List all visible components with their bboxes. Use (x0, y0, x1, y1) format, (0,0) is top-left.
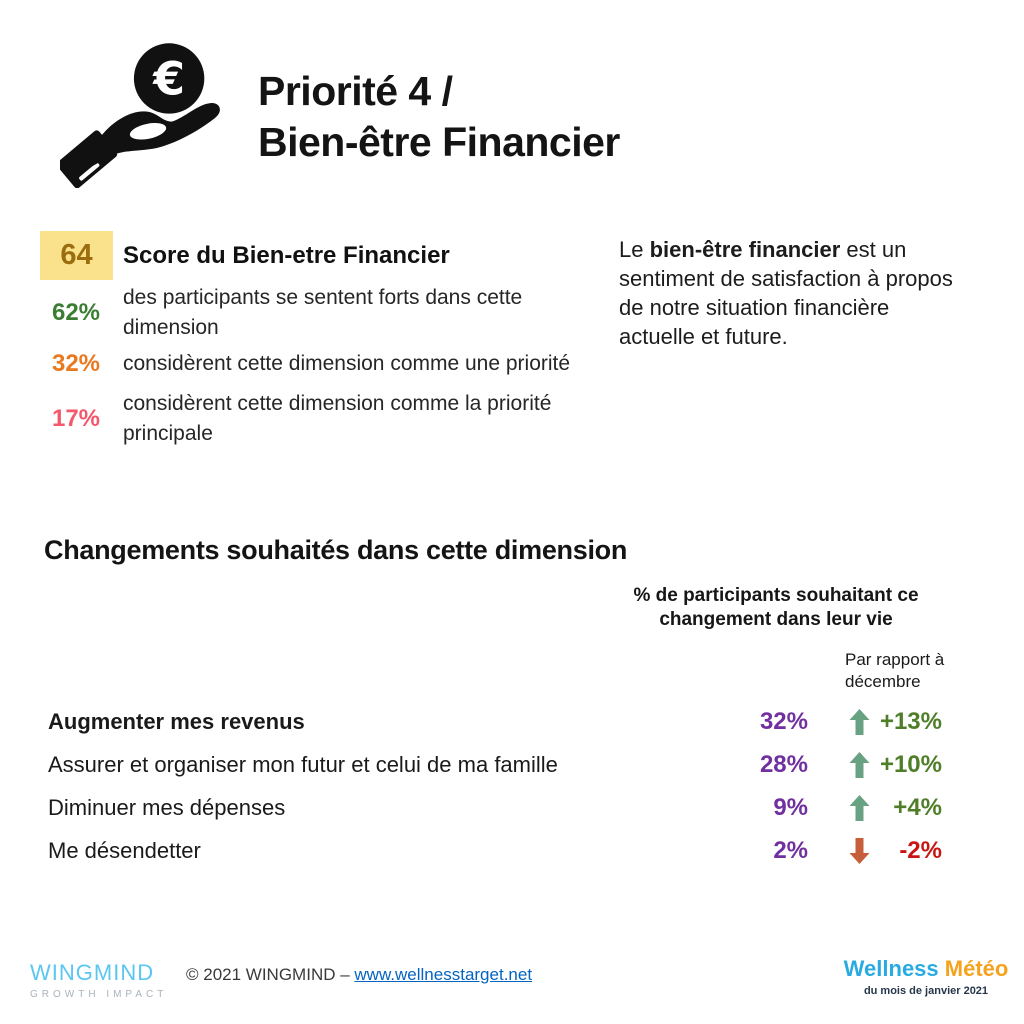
stat-value: 62% (51, 299, 101, 326)
wellness-word: Wellness (843, 956, 945, 981)
wellness-meteo-logo (838, 956, 1014, 997)
up-arrow-icon (849, 752, 870, 778)
up-arrow-icon (849, 709, 870, 735)
change-percentage: 9% (773, 794, 808, 821)
wingmind-logo (30, 960, 180, 1000)
wingmind-logo-tagline: GROWTH IMPACT (30, 989, 168, 1000)
wellness-meteo-subtitle: du mois de janvier 2021 (863, 985, 989, 997)
pct-column-header: % de participants souhaitant ce changement dans leur vie (633, 585, 919, 630)
stat-value: 17% (51, 405, 101, 432)
dimension-definition (619, 235, 955, 351)
change-delta (849, 750, 942, 780)
page-title-line1: Priorité 4 / (258, 68, 453, 114)
wellnesstarget-link[interactable]: www.wellnesstarget.net (354, 965, 533, 984)
change-label: Me désendetter (48, 838, 201, 863)
stat-text: considèrent cette dimension comme une priorité (123, 352, 571, 375)
change-delta (849, 793, 942, 823)
definition-term: bien-être financier (649, 237, 841, 262)
hand-euro-icon (60, 38, 236, 184)
svg-text:€: € (153, 52, 186, 106)
page-title (258, 66, 620, 168)
change-percentage: 32% (759, 708, 808, 735)
change-delta-value: -2% (899, 837, 942, 864)
definition-prefix: Le (619, 237, 650, 262)
change-label: Assurer et organiser mon futur et celui de ma famille (48, 752, 558, 777)
change-label: Augmenter mes revenus (48, 709, 305, 734)
change-row-augmenter-revenus (0, 703, 1024, 743)
stat-text: des participants se sentent forts dans cette dimension (123, 286, 523, 339)
wingmind-logo-name: WINGMIND (30, 960, 155, 985)
change-delta-value: +4% (893, 794, 942, 821)
definition-suffix: est un sentiment de satisfaction à propos de notre situation financière actuelle et future. (619, 237, 953, 349)
change-row-me-desendetter (0, 832, 1024, 872)
delta-column-header: Par rapport à décembre (845, 650, 945, 691)
score-title: Score du Bien-etre Financier (123, 242, 450, 269)
page-title-line2: Bien-être Financier (258, 119, 620, 165)
change-delta-value: +13% (879, 708, 942, 735)
stat-priority (34, 346, 605, 382)
copyright-line (186, 965, 532, 985)
change-percentage: 2% (773, 837, 808, 864)
change-delta (849, 836, 942, 866)
stat-text: considèrent cette dimension comme la priorité principale (123, 392, 552, 445)
changes-section-heading: Changements souhaités dans cette dimension (44, 535, 628, 565)
change-row-diminuer-depenses (0, 789, 1024, 829)
change-delta-value: +10% (879, 751, 942, 778)
meteo-word: Météo (944, 956, 1009, 981)
stat-main-priority (34, 388, 605, 450)
up-arrow-icon (849, 795, 870, 821)
change-percentage: 28% (759, 751, 808, 778)
euro-coin-icon (134, 43, 204, 113)
score-badge: 64 (40, 231, 113, 280)
down-arrow-icon (849, 838, 870, 864)
change-delta (849, 707, 942, 737)
wellness-meteo-name (838, 956, 1014, 982)
stat-strong-in-dimension (34, 282, 605, 344)
open-hand-shape (60, 103, 220, 188)
stat-value: 32% (51, 350, 101, 377)
change-row-assurer-futur (0, 746, 1024, 786)
copyright-text: © 2021 WINGMIND – (186, 965, 355, 984)
change-label: Diminuer mes dépenses (48, 795, 286, 820)
